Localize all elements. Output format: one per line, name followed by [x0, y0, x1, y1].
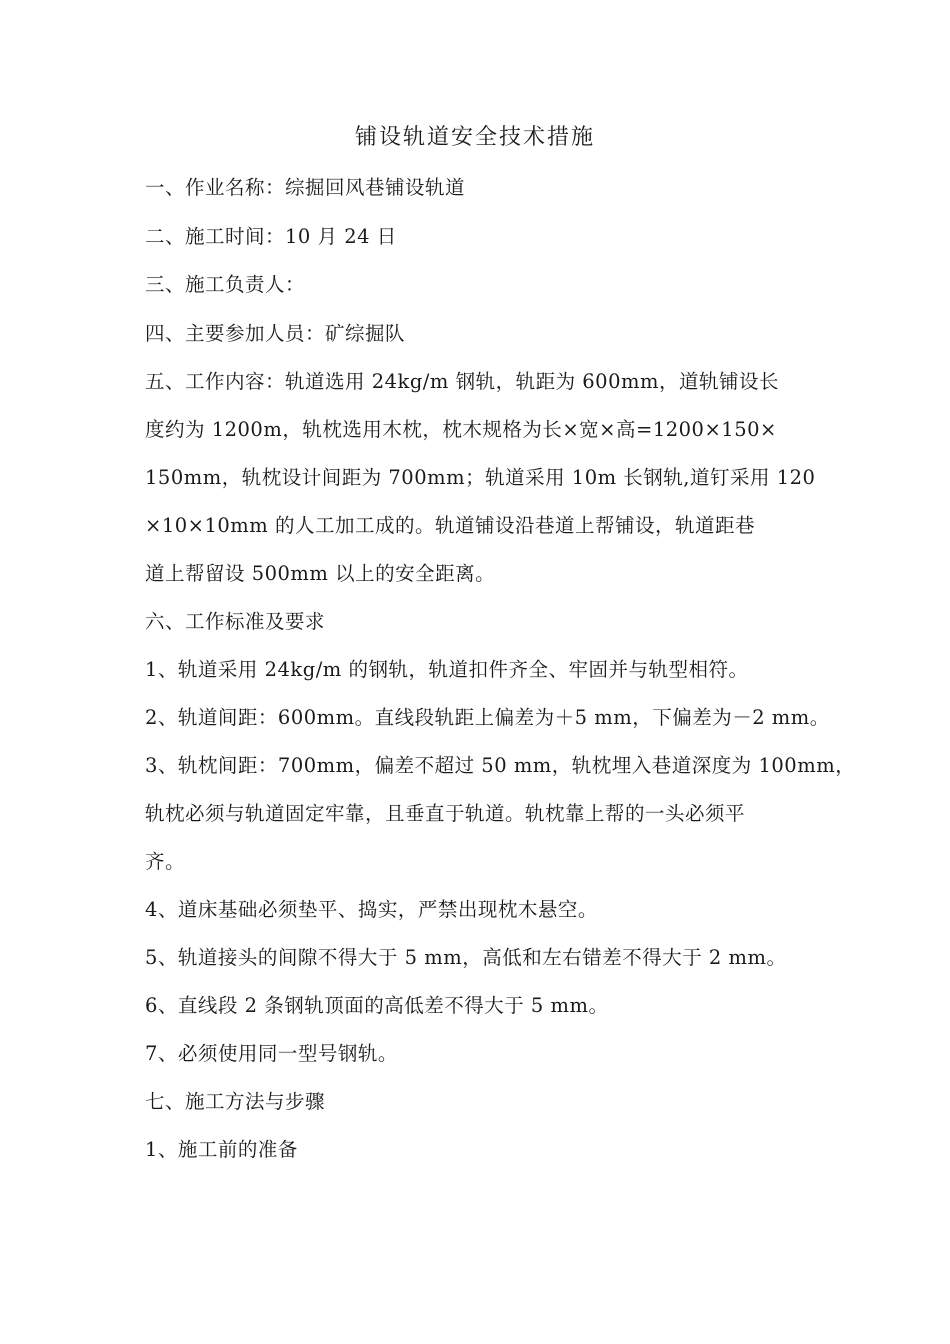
section-4-personnel: 四、主要参加人员：矿综掘队 — [145, 322, 406, 345]
requirement-4: 4、道床基础必须垫平、捣实，严禁出现枕木悬空。 — [145, 898, 598, 921]
requirement-1: 1、轨道采用 24kg/m 的钢轨，轨道扣件齐全、牢固并与轨型相符。 — [145, 658, 749, 681]
section-3-supervisor: 三、施工负责人： — [145, 273, 306, 296]
document-title: 铺设轨道安全技术措施 — [354, 125, 595, 150]
section-1-work-name: 一、作业名称：综掘回风巷铺设轨道 — [145, 176, 466, 199]
section-5-content-line: 度约为 1200m，轨枕选用木枕，枕木规格为长×宽×高=1200×150× — [145, 418, 777, 441]
requirement-3-line: 3、轨枕间距：700mm，偏差不超过 50 mm，轨枕埋入巷道深度为 100mm， — [145, 754, 856, 777]
step-1-preparation: 1、施工前的准备 — [145, 1138, 298, 1161]
requirement-2: 2、轨道间距：600mm。直线段轨距上偏差为＋5 mm，下偏差为－2 mm。 — [145, 706, 830, 729]
section-5-content-line: 150mm，轨枕设计间距为 700mm；轨道采用 10m 长钢轨,道钉采用 120 — [145, 466, 816, 489]
requirement-5: 5、轨道接头的间隙不得大于 5 mm，高低和左右错差不得大于 2 mm。 — [145, 946, 787, 969]
section-6-heading: 六、工作标准及要求 — [145, 610, 326, 633]
section-5-content-line: 五、工作内容：轨道选用 24kg/m 钢轨，轨距为 600mm，道轨铺设长 — [145, 370, 779, 393]
requirement-3-line: 齐。 — [145, 850, 186, 873]
section-7-heading: 七、施工方法与步骤 — [145, 1090, 326, 1113]
requirement-6: 6、直线段 2 条钢轨顶面的高低差不得大于 5 mm。 — [145, 994, 609, 1017]
section-5-content-line: 道上帮留设 500mm 以上的安全距离。 — [145, 562, 496, 585]
section-5-content-line: ×10×10mm 的人工加工成的。轨道铺设沿巷道上帮铺设，轨道距巷 — [145, 514, 755, 537]
requirement-7: 7、必须使用同一型号钢轨。 — [145, 1042, 398, 1065]
requirement-3-line: 轨枕必须与轨道固定牢靠，且垂直于轨道。轨枕靠上帮的一头必须平 — [145, 802, 746, 825]
section-2-work-time: 二、施工时间：10 月 24 日 — [145, 225, 397, 248]
